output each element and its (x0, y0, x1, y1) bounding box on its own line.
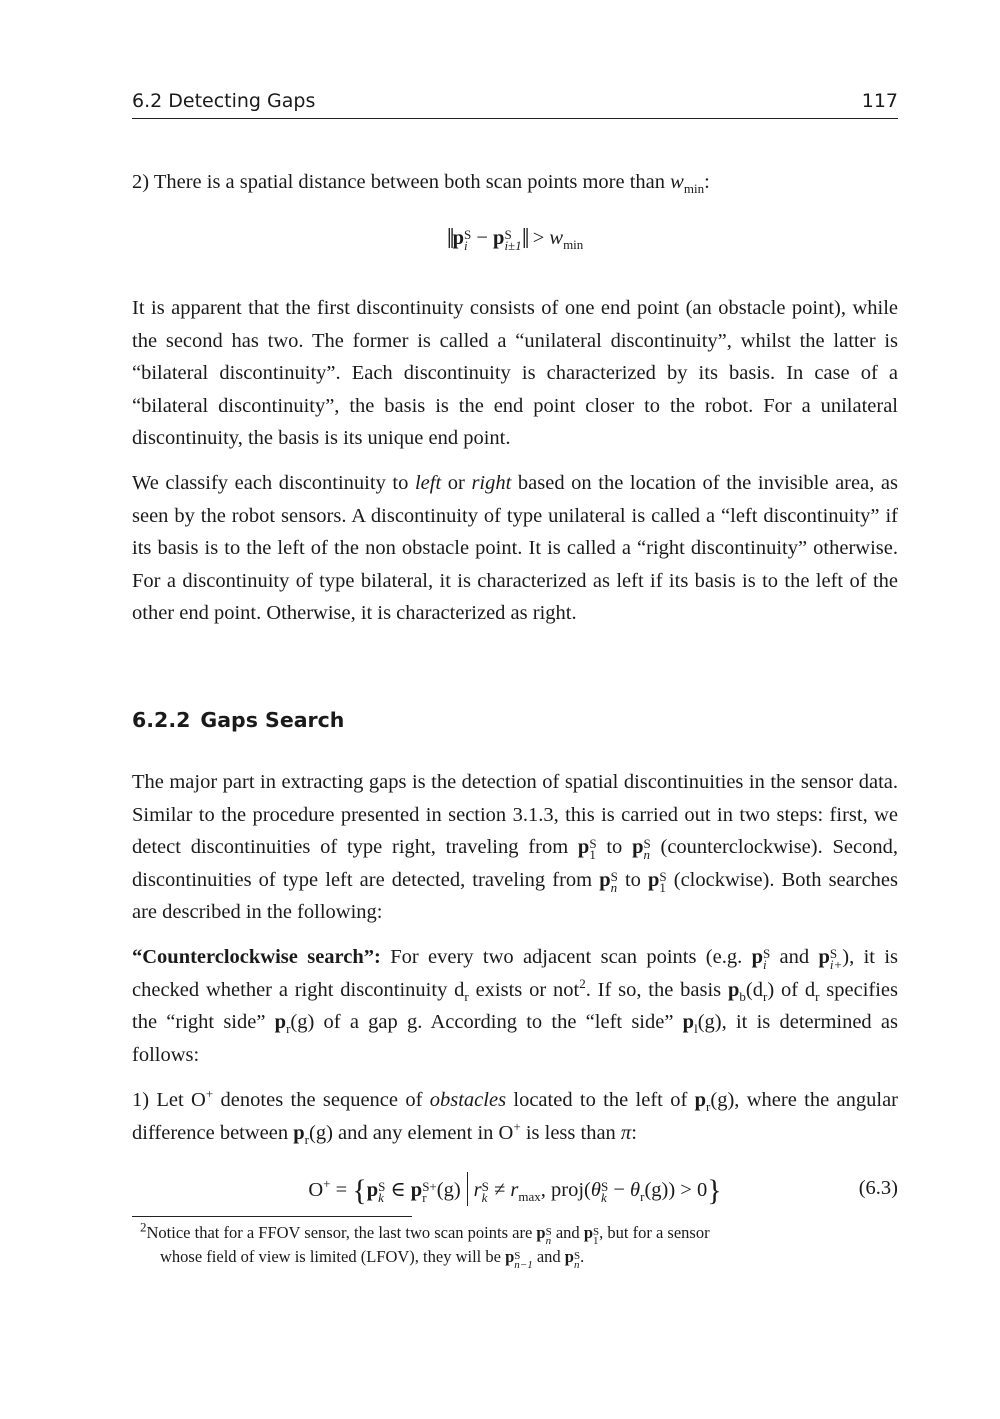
header-page-number: 117 (861, 90, 898, 112)
paragraph-obstacle-sequence: 1) Let O+ denotes the sequence of obstacles located to the left of $p_r(g)$, where the angular difference between $p_r(g)$ and any element in O+ is less than π: (132, 1086, 898, 1147)
paragraph-counterclockwise-search: “Counterclockwise search”: For every two adjacent scan points (e.g. p S i and p S i+ ), it is checked whether a right discontinuity $d_r$ exists or not$^2$. If so, the basis $p_b(d_r)$ of $d_r$ specifies the “right side” $p_r(g)$ of a gap g. According to the “left side” $p_l(g)$, it is determined as follows: (132, 946, 898, 1066)
header-section-title: 6.2 Detecting Gaps (132, 90, 316, 112)
paragraph-classify-left-right: We classify each discontinuity to left or right based on the location of the invisible area, as seen by the robot sensors. A discontinuity of type unilateral is called a “left discontinuity” if its basis is to the left of the non obstacle point. It is called a “right discontinuity” otherwise. For a discontinuity of type bilateral, it is characterized as left if its basis is to the left of the other end point. Otherwise, it is characterized as right. (132, 472, 899, 624)
paragraph-discontinuity-basis: It is apparent that the first discontinuity consists of one end point (an obstacle point), while the second has two. The former is called a “unilateral discontinuity”, whilst the latter is “bilateral discontinuity”. Each discontinuity is characterized by its basis. In case of a “bilateral discontinuity”, the basis is the end point closer to the robot. For a unilateral discontinuity, the basis is its unique end point. (132, 297, 898, 449)
paragraph-gaps-extraction: The major part in extracting gaps is the detection of spatial discontinuities in the sensor data. Similar to the procedure presented in section 3.1.3, this is carried out in two steps: first, we detect discontinuities of type right, traveling from p S 1 to p S n (counterclockwise). Second, discontinuities of type left are detected, traveling from p S n to p S 1 (clockwise). Both searches are described in the following: (132, 771, 899, 923)
footnote-rule (132, 1216, 412, 1217)
running-header (132, 88, 898, 119)
equation-distance: ‖p S i − p S i±1 ‖ > $w_{min}$ (446, 224, 584, 255)
footnote: $^2$Notice that for a FFOV sensor, the last two scan points are p S n and p S 1 , but for a sensor whose field of view is limited (LFOV), they will be p S n−1 and p S n . (140, 1219, 710, 1271)
equation-number: (6.3) (858, 1177, 898, 1199)
subsection-heading: 6.2.2 Gaps Search (132, 708, 345, 732)
equation-6-3: O+ = {p S k ∈ p S+ r (g) r S k ≠ $r_{max}$, proj(θ S k − $\theta_r(g)) > 0$} (6.3) (308, 1174, 898, 1207)
paragraph-condition-2: 2) There is a spatial distance between both scan points more than $w_{min}$: (132, 171, 710, 197)
